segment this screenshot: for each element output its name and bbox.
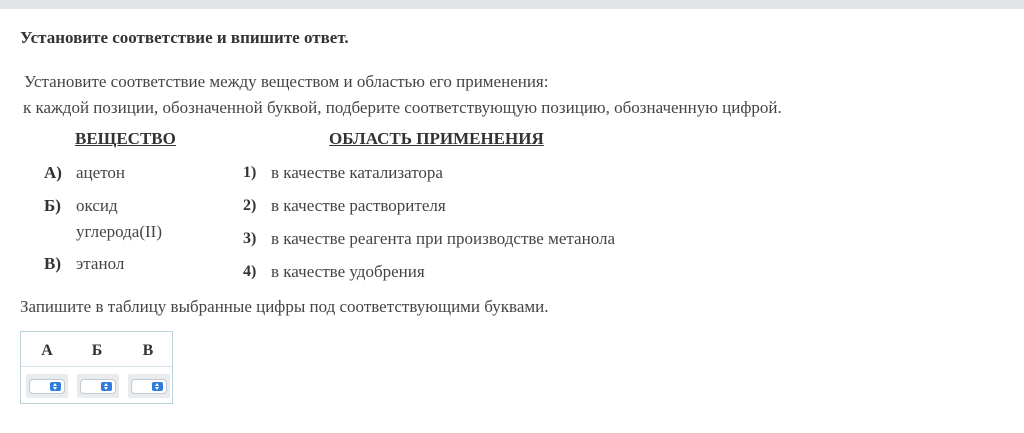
task-title: Установите соответствие и впишите ответ. [20, 28, 349, 47]
answer-select-v[interactable] [131, 379, 167, 394]
substance-letter-a: А) [44, 163, 62, 182]
substance-v: этанол [76, 254, 125, 273]
select-arrows-icon [152, 382, 163, 391]
application-num-3: 3) [243, 230, 257, 247]
application-num-1: 1) [243, 164, 257, 181]
answer-select-a[interactable] [29, 379, 65, 394]
substance-header: ВЕЩЕСТВО [75, 129, 176, 148]
intro-line-1: Установите соответствие между веществом и областью его применения: [24, 72, 549, 91]
application-3: в качестве реагента при производстве метанола [271, 229, 615, 248]
answer-cell-b [77, 374, 119, 398]
application-num-2: 2) [243, 197, 257, 214]
task-intro [24, 69, 782, 121]
intro-line-2: к каждой позиции, обозначенной буквой, подберите соответствующую позицию, обозначенную цифрой. [23, 98, 782, 117]
answer-table [20, 331, 173, 404]
answer-column-a: А [41, 342, 53, 359]
application-4: в качестве удобрения [271, 262, 425, 281]
answer-column-b: Б [91, 342, 103, 359]
select-arrows-icon [101, 382, 112, 391]
answer-instruction: Запишите в таблицу выбранные цифры под соответствующими буквами. [20, 297, 549, 316]
answer-column-v: В [142, 342, 154, 359]
answer-cell-a [26, 374, 68, 398]
answer-cell-v [128, 374, 170, 398]
substance-b-line-2: углерода(II) [76, 222, 162, 241]
select-arrows-icon [50, 382, 61, 391]
substance-letter-v: В) [44, 254, 61, 273]
application-1: в качестве катализатора [271, 163, 443, 182]
application-2: в качестве растворителя [271, 196, 446, 215]
application-header: ОБЛАСТЬ ПРИМЕНЕНИЯ [329, 129, 544, 148]
substance-b [76, 193, 162, 245]
answer-table-divider [21, 366, 172, 367]
top-bar [0, 0, 1024, 9]
answer-select-b[interactable] [80, 379, 116, 394]
application-num-4: 4) [243, 263, 257, 280]
substance-b-line-1: оксид [76, 196, 118, 215]
substance-letter-b: Б) [44, 196, 61, 215]
substance-a: ацетон [76, 163, 125, 182]
